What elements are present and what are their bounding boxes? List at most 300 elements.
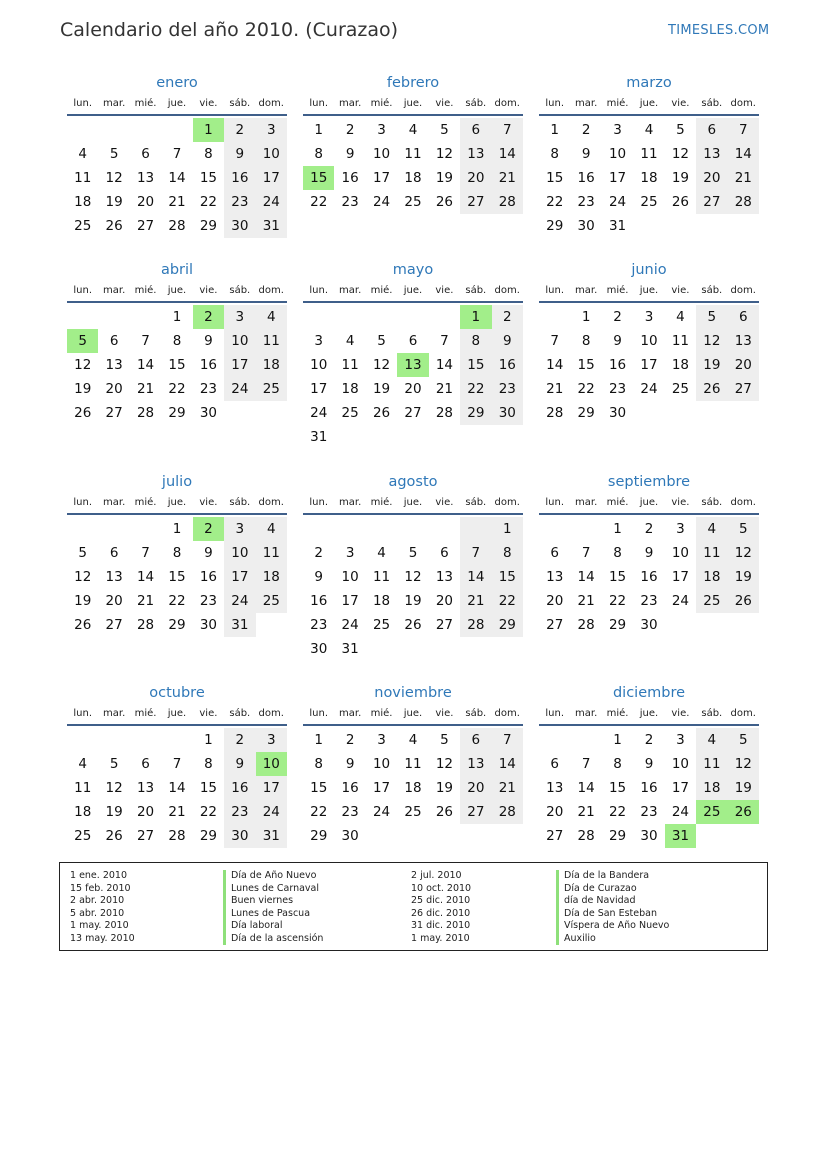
day-cell: 23 (341, 804, 359, 820)
day-cell: 27 (460, 190, 491, 214)
legend-entry: Día de la ascensión (231, 932, 324, 944)
weekday-label: sáb. (465, 708, 487, 719)
day-cell: 4 (78, 146, 87, 162)
weekday-header (67, 704, 287, 726)
day-cell: 14 (168, 780, 186, 796)
day-cell: 3 (613, 122, 622, 138)
day-cell: 27 (136, 828, 155, 844)
empty-cell (366, 517, 397, 541)
legend-names-left (223, 870, 323, 945)
weekday-label: vie. (671, 98, 690, 109)
day-cell: 29 (168, 617, 186, 633)
day-cell: 30 (199, 617, 218, 633)
day-cell: 26 (105, 828, 123, 844)
month-octubre (67, 682, 287, 848)
day-cell: 7 (581, 545, 591, 561)
day-cell: 16 (199, 569, 218, 585)
weekday-label: mar. (575, 285, 598, 296)
day-cell: 17 (310, 381, 328, 397)
weekday-label: lun. (545, 285, 565, 296)
legend-entry: 2 abr. 2010 (70, 895, 125, 906)
day-cell: 19 (105, 804, 123, 820)
weekday-label: vie. (671, 285, 690, 296)
empty-cell (397, 517, 428, 541)
day-cell: 27 (105, 617, 123, 633)
day-cell: 7 (141, 545, 150, 561)
day-grid (303, 116, 523, 214)
day-cell: 21 (435, 381, 454, 397)
day-cell: 27 (728, 377, 759, 401)
weekday-label: mié. (134, 285, 157, 296)
weekday-label: lun. (73, 708, 93, 719)
day-cell: 8 (613, 545, 622, 561)
month-title: noviembre (374, 685, 452, 701)
day-cell: 4 (644, 122, 654, 138)
day-cell: 16 (310, 593, 328, 609)
day-grid (67, 515, 287, 637)
day-grid (67, 303, 287, 425)
weekday-label: jue. (403, 497, 423, 508)
day-cell: 7 (728, 118, 759, 142)
day-cell: 5 (377, 333, 386, 349)
day-cell: 13 (136, 780, 155, 796)
day-grid (539, 116, 759, 238)
weekday-label: jue. (403, 285, 423, 296)
weekday-header (303, 493, 523, 515)
day-cell: 20 (136, 194, 155, 210)
day-cell: 28 (136, 405, 155, 421)
day-cell: 22 (546, 194, 564, 210)
empty-cell (539, 305, 570, 329)
month-title: diciembre (612, 685, 686, 701)
day-cell: 1 (613, 732, 622, 748)
weekday-label: dom. (730, 98, 756, 109)
weekday-header (539, 281, 759, 303)
day-cell: 23 (224, 800, 255, 824)
holiday-day-cell: 10 (256, 752, 287, 776)
weekday-label: vie. (671, 497, 690, 508)
empty-cell (67, 517, 98, 541)
day-cell: 5 (408, 545, 418, 561)
month-abril (67, 259, 287, 425)
day-grid (67, 116, 287, 238)
day-cell: 2 (314, 545, 323, 561)
day-cell: 10 (671, 756, 690, 772)
weekday-label: lun. (309, 708, 329, 719)
day-cell: 18 (256, 353, 287, 377)
day-cell: 5 (109, 146, 119, 162)
month-enero (67, 72, 287, 238)
day-cell: 29 (608, 617, 627, 633)
day-cell: 4 (377, 545, 386, 561)
day-cell: 21 (168, 194, 186, 210)
day-cell: 13 (546, 569, 564, 585)
day-cell: 6 (460, 118, 491, 142)
day-cell: 20 (728, 353, 759, 377)
day-cell: 7 (581, 756, 591, 772)
day-cell: 24 (341, 617, 359, 633)
legend-entry: 5 abr. 2010 (70, 907, 125, 919)
day-cell: 6 (408, 333, 418, 349)
day-cell: 11 (74, 780, 92, 796)
day-cell: 27 (460, 800, 491, 824)
holiday-day-cell: 13 (397, 353, 428, 377)
day-cell: 19 (105, 194, 123, 210)
day-cell: 7 (460, 541, 491, 565)
day-cell: 13 (546, 780, 564, 796)
day-cell: 8 (314, 146, 323, 162)
day-grid (303, 303, 523, 449)
day-cell: 18 (640, 170, 658, 186)
weekday-label: mié. (606, 708, 629, 719)
day-cell: 19 (372, 381, 391, 397)
day-cell: 1 (204, 732, 213, 748)
day-cell: 21 (460, 589, 491, 613)
day-cell: 26 (696, 377, 727, 401)
weekday-label: lun. (309, 285, 329, 296)
day-grid (67, 726, 287, 848)
day-cell: 9 (314, 569, 323, 585)
weekday-label: sáb. (701, 497, 723, 508)
day-cell: 25 (256, 589, 287, 613)
weekday-header (303, 704, 523, 726)
day-cell: 15 (310, 780, 328, 796)
day-cell: 10 (671, 545, 690, 561)
day-cell: 6 (141, 756, 150, 772)
day-cell: 4 (676, 309, 685, 325)
day-cell: 11 (640, 146, 658, 162)
day-cell: 17 (608, 170, 627, 186)
day-cell: 12 (671, 146, 690, 162)
day-cell: 20 (546, 593, 564, 609)
weekday-label: mié. (370, 497, 393, 508)
brand-link[interactable]: TIMESLES.COM (668, 23, 770, 38)
day-cell: 18 (341, 381, 359, 397)
day-cell: 24 (608, 194, 627, 210)
day-cell: 12 (74, 357, 92, 373)
legend-entry: Buen viernes (231, 895, 294, 906)
day-cell: 14 (577, 780, 595, 796)
day-cell: 26 (728, 589, 759, 613)
day-cell: 4 (696, 728, 727, 752)
day-cell: 18 (74, 194, 92, 210)
day-cell: 15 (608, 569, 627, 585)
day-cell: 19 (728, 776, 759, 800)
weekday-label: jue. (639, 285, 659, 296)
day-cell: 2 (581, 122, 591, 138)
day-cell: 23 (341, 194, 359, 210)
day-cell: 3 (256, 728, 287, 752)
day-cell: 24 (671, 593, 690, 609)
day-cell: 31 (224, 613, 255, 637)
holiday-day-cell: 31 (665, 824, 696, 848)
day-cell: 12 (728, 752, 759, 776)
weekday-label: lun. (73, 285, 93, 296)
weekday-label: sáb. (465, 497, 487, 508)
day-cell: 4 (78, 756, 87, 772)
holiday-day-cell: 25 (696, 800, 727, 824)
day-cell: 16 (199, 357, 218, 373)
day-cell: 28 (577, 828, 595, 844)
day-cell: 22 (310, 194, 328, 210)
legend-entry: 2 jul. 2010 (411, 870, 462, 881)
day-cell: 16 (224, 776, 255, 800)
month-diciembre (539, 682, 759, 848)
day-cell: 17 (671, 780, 690, 796)
day-cell: 12 (435, 756, 454, 772)
day-cell: 14 (136, 357, 155, 373)
legend-entry: día de Navidad (564, 895, 636, 906)
legend-entry: Víspera de Año Nuevo (564, 920, 670, 931)
legend-entry: 1 may. 2010 (411, 932, 470, 944)
day-cell: 2 (613, 309, 622, 325)
day-cell: 11 (671, 333, 690, 349)
day-cell: 1 (613, 521, 622, 537)
weekday-label: jue. (167, 285, 187, 296)
month-title: agosto (388, 474, 438, 490)
day-cell: 7 (172, 756, 182, 772)
day-cell: 9 (644, 545, 654, 561)
day-cell: 25 (256, 377, 287, 401)
day-cell: 2 (345, 732, 355, 748)
day-cell: 23 (492, 377, 523, 401)
weekday-label: dom. (494, 708, 520, 719)
day-cell: 27 (435, 617, 454, 633)
day-cell: 16 (341, 170, 359, 186)
weekday-label: jue. (639, 98, 659, 109)
weekday-label: dom. (494, 497, 520, 508)
weekday-label: mié. (370, 708, 393, 719)
day-cell: 23 (577, 194, 595, 210)
day-cell: 30 (608, 405, 627, 421)
day-cell: 22 (310, 804, 328, 820)
day-cell: 11 (696, 541, 727, 565)
day-cell: 1 (550, 122, 559, 138)
empty-cell (429, 517, 460, 541)
weekday-label: lun. (309, 497, 329, 508)
day-cell: 5 (78, 545, 87, 561)
day-cell: 31 (310, 429, 328, 445)
day-cell: 23 (224, 190, 255, 214)
legend-entry: Día de Curazao (564, 882, 637, 894)
legend-entry: Día de la Bandera (564, 870, 650, 881)
day-cell: 6 (109, 333, 119, 349)
weekday-label: lun. (545, 98, 565, 109)
month-title: enero (156, 75, 198, 91)
legend-entry: 25 dic. 2010 (411, 895, 471, 906)
day-cell: 19 (728, 565, 759, 589)
day-cell: 15 (608, 780, 627, 796)
empty-cell (130, 118, 161, 142)
day-cell: 25 (404, 804, 422, 820)
day-cell: 15 (199, 780, 218, 796)
day-cell: 4 (256, 305, 287, 329)
day-cell: 26 (74, 617, 92, 633)
month-title: octubre (149, 685, 205, 701)
day-cell: 15 (168, 357, 186, 373)
day-cell: 17 (372, 170, 391, 186)
day-cell: 7 (440, 333, 449, 349)
day-grid (539, 303, 759, 425)
weekday-label: mié. (606, 285, 629, 296)
day-cell: 9 (581, 146, 591, 162)
day-cell: 26 (671, 194, 690, 210)
day-grid (303, 726, 523, 848)
day-cell: 12 (696, 329, 727, 353)
day-cell: 8 (581, 333, 591, 349)
day-cell: 29 (460, 401, 491, 425)
day-cell: 3 (345, 545, 355, 561)
day-cell: 2 (644, 521, 654, 537)
day-cell: 29 (492, 613, 523, 637)
day-cell: 29 (168, 405, 186, 421)
holiday-day-cell: 15 (303, 166, 334, 190)
day-cell: 20 (696, 166, 727, 190)
weekday-label: lun. (73, 497, 93, 508)
day-cell: 14 (728, 142, 759, 166)
day-cell: 4 (696, 517, 727, 541)
weekday-label: mar. (103, 708, 126, 719)
day-cell: 18 (404, 780, 422, 796)
day-cell: 24 (256, 190, 287, 214)
day-cell: 5 (728, 517, 759, 541)
page-title: Calendario del año 2010. (Curazao) (60, 19, 399, 41)
weekday-label: sáb. (229, 497, 251, 508)
day-cell: 24 (310, 405, 328, 421)
day-cell: 10 (372, 756, 391, 772)
day-grid (539, 726, 759, 848)
day-cell: 1 (314, 122, 323, 138)
legend-entry: 13 may. 2010 (70, 932, 135, 944)
day-cell: 5 (440, 732, 449, 748)
day-cell: 30 (199, 405, 218, 421)
month-title: abril (160, 262, 194, 278)
empty-cell (98, 517, 129, 541)
day-cell: 6 (550, 545, 559, 561)
day-cell: 21 (577, 593, 595, 609)
day-cell: 22 (460, 377, 491, 401)
weekday-label: sáb. (701, 708, 723, 719)
day-grid (539, 515, 759, 637)
month-mayo (303, 259, 523, 449)
day-grid (303, 515, 523, 661)
day-cell: 30 (224, 824, 255, 848)
empty-cell (67, 118, 98, 142)
day-cell: 28 (577, 617, 595, 633)
empty-cell (397, 305, 428, 329)
day-cell: 5 (440, 122, 449, 138)
day-cell: 14 (492, 752, 523, 776)
weekday-label: sáb. (229, 708, 251, 719)
day-cell: 31 (608, 218, 627, 234)
day-cell: 8 (314, 756, 323, 772)
day-cell: 11 (341, 357, 359, 373)
day-cell: 1 (581, 309, 591, 325)
day-cell: 28 (492, 190, 523, 214)
day-cell: 3 (377, 122, 386, 138)
day-cell: 15 (168, 569, 186, 585)
holiday-day-cell: 2 (193, 305, 224, 329)
day-cell: 16 (341, 780, 359, 796)
holiday-day-cell: 1 (193, 118, 224, 142)
day-cell: 13 (696, 142, 727, 166)
day-cell: 7 (550, 333, 559, 349)
day-cell: 7 (172, 146, 182, 162)
day-cell: 8 (204, 756, 213, 772)
day-cell: 27 (136, 218, 155, 234)
empty-cell (334, 517, 365, 541)
day-cell: 15 (199, 170, 218, 186)
day-cell: 6 (440, 545, 449, 561)
day-cell: 9 (204, 333, 213, 349)
weekday-label: mié. (606, 497, 629, 508)
day-cell: 24 (372, 194, 391, 210)
day-cell: 4 (408, 732, 418, 748)
weekday-label: jue. (403, 98, 423, 109)
day-cell: 3 (644, 309, 654, 325)
day-cell: 14 (168, 170, 186, 186)
weekday-label: dom. (730, 497, 756, 508)
weekday-label: lun. (545, 497, 565, 508)
day-cell: 30 (577, 218, 595, 234)
day-cell: 9 (224, 142, 255, 166)
day-cell: 7 (492, 118, 523, 142)
empty-cell (130, 517, 161, 541)
day-cell: 4 (408, 122, 418, 138)
day-cell: 14 (435, 357, 454, 373)
day-cell: 10 (341, 569, 359, 585)
day-cell: 24 (640, 381, 658, 397)
day-cell: 30 (640, 617, 658, 633)
day-cell: 23 (640, 804, 658, 820)
weekday-label: jue. (167, 98, 187, 109)
weekday-label: vie. (671, 708, 690, 719)
day-cell: 19 (74, 381, 92, 397)
day-cell: 5 (696, 305, 727, 329)
day-cell: 18 (671, 357, 690, 373)
weekday-label: mar. (103, 497, 126, 508)
day-cell: 17 (671, 569, 690, 585)
day-cell: 30 (341, 828, 359, 844)
day-cell: 12 (404, 569, 422, 585)
month-title: septiembre (607, 474, 691, 490)
weekday-label: dom. (494, 98, 520, 109)
day-cell: 11 (256, 541, 287, 565)
empty-cell (570, 517, 601, 541)
weekday-label: mié. (134, 708, 157, 719)
empty-cell (130, 305, 161, 329)
day-cell: 11 (256, 329, 287, 353)
empty-cell (67, 305, 98, 329)
day-cell: 13 (460, 752, 491, 776)
day-cell: 25 (74, 218, 92, 234)
day-cell: 27 (105, 405, 123, 421)
day-cell: 2 (644, 732, 654, 748)
day-cell: 8 (492, 541, 523, 565)
holiday-day-cell: 2 (193, 517, 224, 541)
empty-cell (98, 305, 129, 329)
weekday-header (303, 281, 523, 303)
weekday-header (539, 493, 759, 515)
weekday-label: dom. (730, 285, 756, 296)
day-cell: 22 (199, 194, 218, 210)
weekday-header (539, 94, 759, 116)
empty-cell (161, 118, 192, 142)
day-cell: 20 (105, 593, 123, 609)
day-cell: 19 (435, 780, 454, 796)
weekday-label: mié. (134, 98, 157, 109)
holiday-day-cell: 1 (460, 305, 491, 329)
